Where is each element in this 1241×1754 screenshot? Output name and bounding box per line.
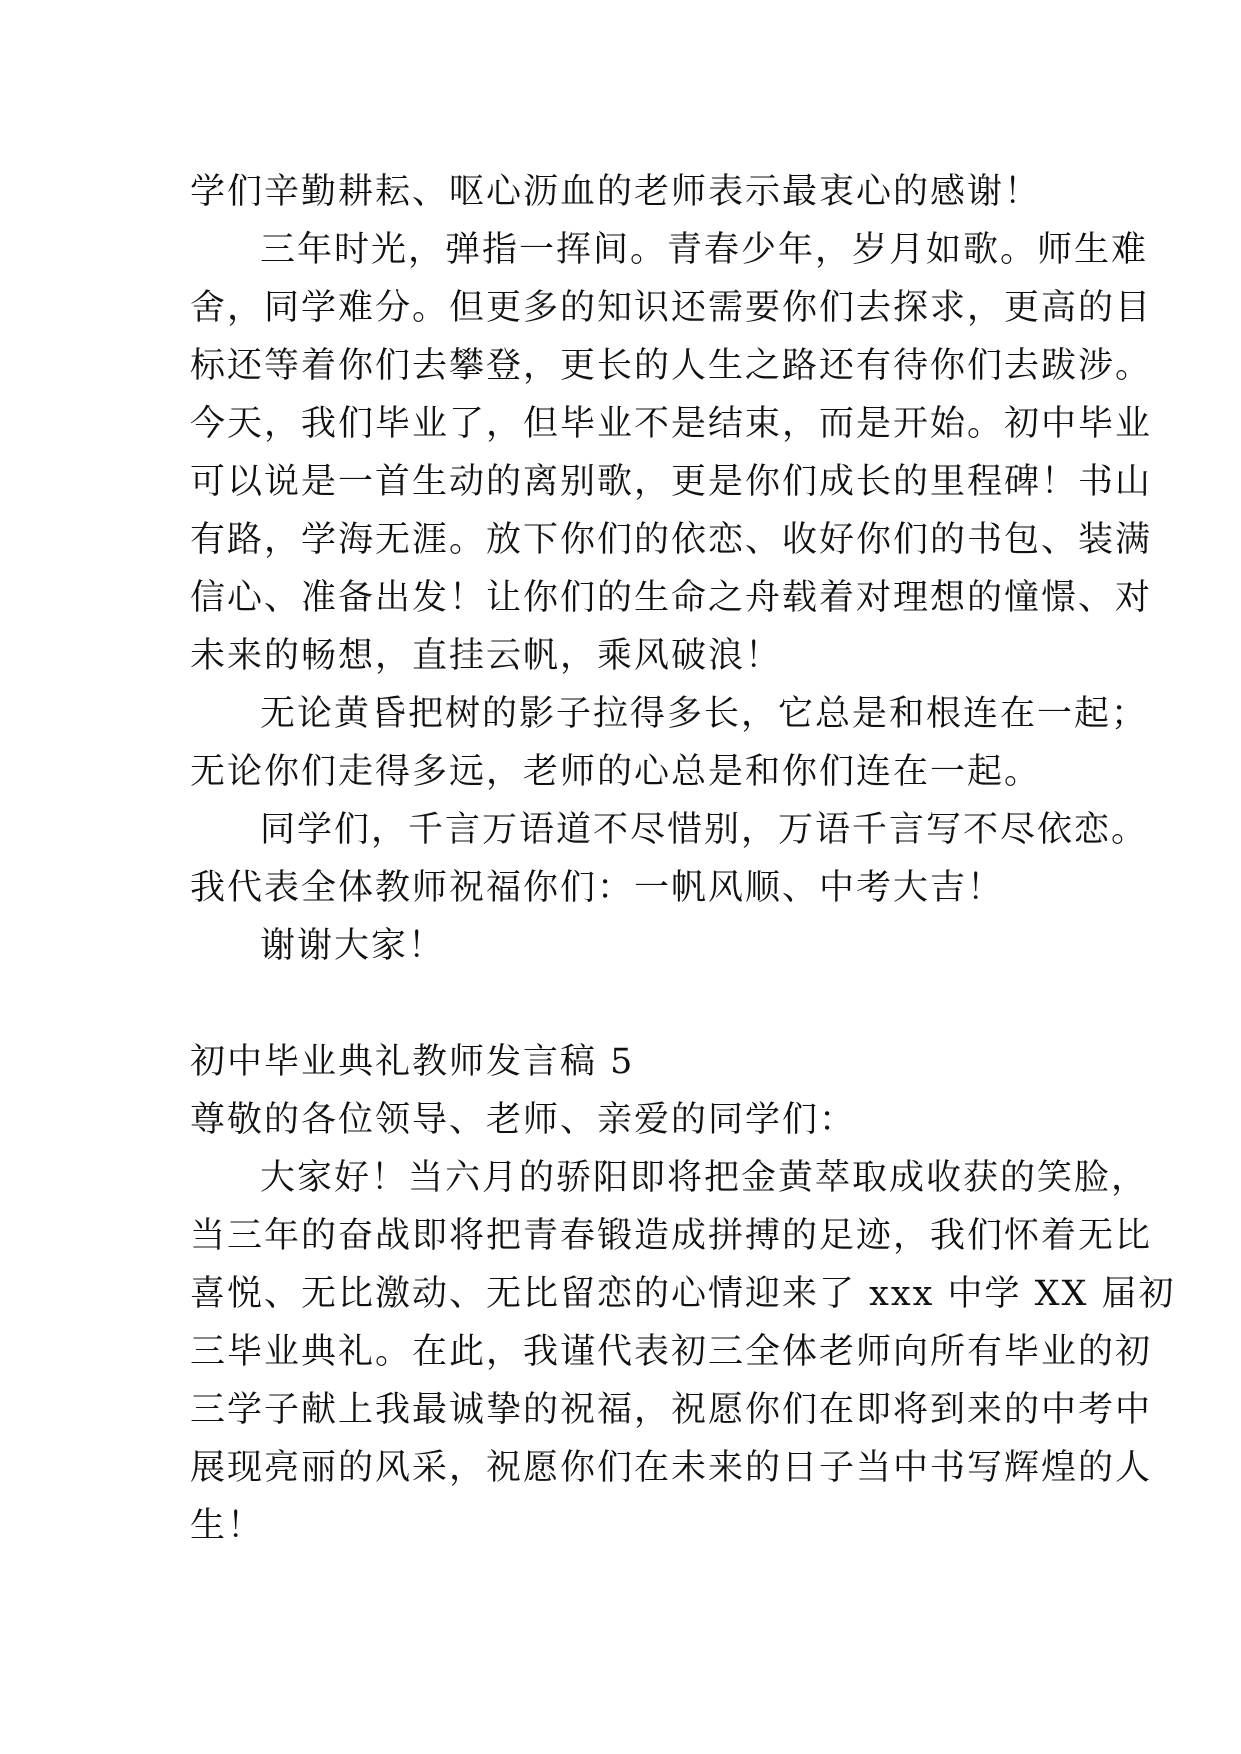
- salutation: 尊敬的各位领导、老师、亲爱的同学们：: [190, 1100, 857, 1140]
- paragraph-line: 标还等着你们去攀登，更长的人生之路还有待你们去跋涉。: [190, 346, 1153, 386]
- paragraph-line: 可以说是一首生动的离别歌，更是你们成长的里程碑！书山: [190, 462, 1153, 502]
- paragraph-line: 未来的畅想，直挂云帆，乘风破浪！: [190, 636, 783, 676]
- paragraph-line: 今天，我们毕业了，但毕业不是结束，而是开始。初中毕业: [190, 404, 1153, 444]
- section-title: 初中毕业典礼教师发言稿 5: [190, 1042, 635, 1082]
- paragraph-line: 大家好！当六月的骄阳即将把金黄萃取成收获的笑脸，: [260, 1158, 1149, 1198]
- paragraph-line: 我代表全体教师祝福你们：一帆风顺、中考大吉！: [190, 868, 1005, 908]
- paragraph-line: 三年时光，弹指一挥间。青春少年，岁月如歌。师生难: [260, 230, 1149, 270]
- paragraph-line: 无论黄昏把树的影子拉得多长，它总是和根连在一起；: [260, 694, 1149, 734]
- paragraph-line: 无论你们走得多远，老师的心总是和你们连在一起。: [190, 752, 1042, 792]
- paragraph-line: 学们辛勤耕耘、呕心沥血的老师表示最衷心的感谢！: [190, 172, 1042, 212]
- paragraph-line: 当三年的奋战即将把青春锻造成拼搏的足迹，我们怀着无比: [190, 1216, 1153, 1256]
- paragraph-line: 生！: [190, 1506, 265, 1546]
- paragraph-line: 三学子献上我最诚挚的祝福，祝愿你们在即将到来的中考中: [190, 1390, 1153, 1430]
- paragraph-line: 同学们，千言万语道不尽惜别，万语千言写不尽依恋。: [260, 810, 1149, 850]
- closing-line: 谢谢大家！: [260, 926, 446, 966]
- paragraph-line: 有路，学海无涯。放下你们的依恋、收好你们的书包、装满: [190, 520, 1153, 560]
- paragraph-line: 三毕业典礼。在此，我谨代表初三全体老师向所有毕业的初: [190, 1332, 1153, 1372]
- paragraph-line: 信心、准备出发！让你们的生命之舟载着对理想的憧憬、对: [190, 578, 1153, 618]
- paragraph-line: 舍，同学难分。但更多的知识还需要你们去探求，更高的目: [190, 288, 1153, 328]
- paragraph-line: 展现亮丽的风采，祝愿你们在未来的日子当中书写辉煌的人: [190, 1448, 1153, 1488]
- paragraph-line: 喜悦、无比激动、无比留恋的心情迎来了 xxx 中学 XX 届初: [190, 1274, 1176, 1314]
